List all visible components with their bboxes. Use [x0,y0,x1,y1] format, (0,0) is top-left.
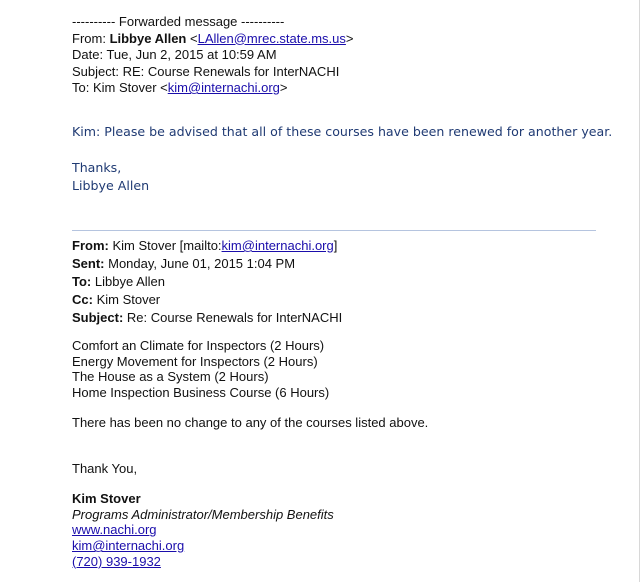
course-list [72,338,329,401]
original-to-value: Libbye Allen [91,274,165,289]
from-email-close: > [345,30,354,46]
list-item: The House as a System (2 Hours) [72,369,269,385]
list-item: Home Inspection Business Course (6 Hours) [72,385,330,401]
original-from-close: ] [333,238,338,253]
list-item: Comfort an Climate for Inspectors (2 Hours) [72,338,325,353]
to-label: To: Kim Stover < [72,80,168,95]
signature-title: Programs Administrator/Membership Benefits [72,506,334,522]
signature-phone-link[interactable]: (720) 939-1932 [72,553,161,569]
signature-name: Kim Stover [72,491,141,506]
original-to-line [72,273,342,291]
original-subject-value: Re: Course Renewals for InterNACHI [123,310,343,325]
original-sent-value: Monday, June 01, 2015 1:04 PM [104,256,296,271]
no-change-note: There has been no change to any of the courses listed above. [72,415,429,430]
to-close: > [279,80,288,95]
signature-email-link[interactable]: kim@internachi.org [72,538,185,554]
signature-website-link[interactable]: www.nachi.org [72,522,157,538]
signature-block [72,491,334,570]
reply-body: Kim: Please be advised that all of these courses have been renewed for another year. [72,124,613,139]
forwarded-separator: ---------- Forwarded message ---------- [72,14,285,29]
original-from-line [72,237,342,255]
from-email-open: < [186,30,198,46]
reply-signature-name: Libbye Allen [72,178,150,193]
message-divider [72,230,596,231]
original-cc-label: Cc: [72,292,93,307]
original-sent-line [72,255,342,273]
original-from-label: From: [72,238,109,253]
reply-message [72,123,612,195]
list-item: Energy Movement for Inspectors (2 Hours) [72,353,318,369]
forwarded-date: Date: Tue, Jun 2, 2015 at 10:59 AM [72,47,277,62]
forwarded-to-line [72,80,354,97]
original-subject-label: Subject: [72,310,124,325]
forwarded-from-line [72,31,354,48]
reply-thanks: Thanks, [72,160,122,175]
original-cc-value: Kim Stover [92,292,161,307]
from-label: From: [72,30,110,46]
forwarded-header [72,14,354,97]
from-name: Libbye Allen [109,30,187,46]
original-cc-line [72,291,342,309]
original-sent-label: Sent: [72,256,105,271]
original-from-value: Kim Stover [mailto: [108,238,222,253]
original-to-label: To: [72,274,92,289]
forwarded-subject: Subject: RE: Course Renewals for InterNACHI [72,63,340,79]
to-email-link[interactable]: kim@internachi.org [167,80,280,95]
original-message-header [72,237,342,327]
original-subject-line [72,309,342,327]
original-from-email-link[interactable]: kim@internachi.org [221,238,334,253]
from-email-link[interactable]: LAllen@mrec.state.ms.us [197,30,346,46]
thank-you-text: Thank You, [72,461,138,476]
